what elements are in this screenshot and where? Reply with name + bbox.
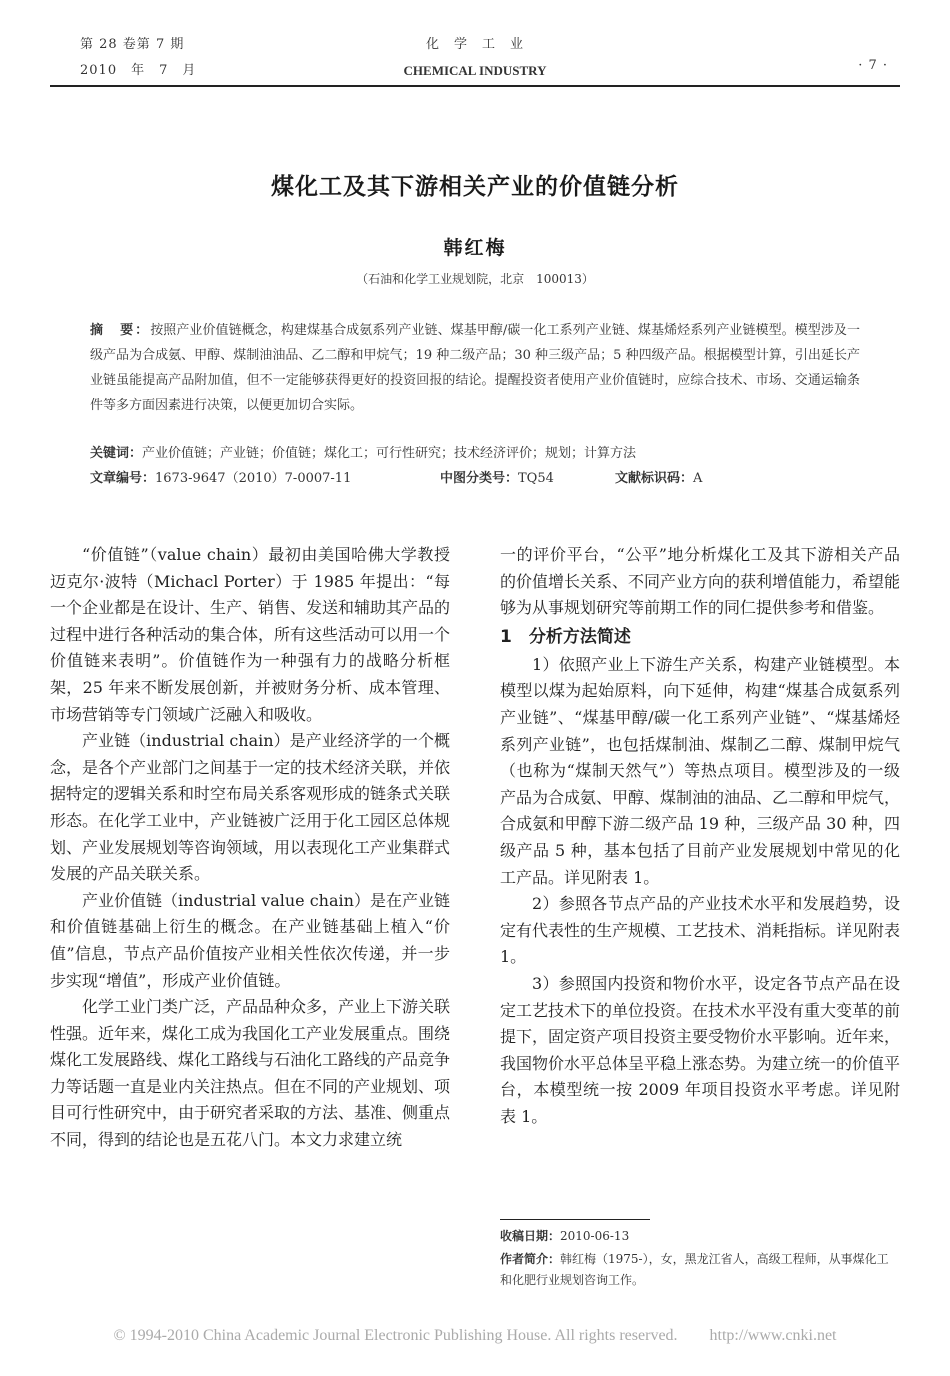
article-number: [90, 468, 351, 490]
received-date: [500, 1226, 900, 1247]
abstract: [90, 318, 860, 418]
document-code: [615, 468, 702, 490]
abstract-text: 按照产业价值链概念，构建煤基合成氨系列产业链、煤基甲醇/碳一化工系列产业链、煤基烯烃系列产业链模型。模型涉及一级产品为合成氨、甲醇、煤制油油品、乙二醇和甲烷气；19 种二级产品；30 种三级产品；5 种四级产品。根据模型计算，引出延长产业链虽能提高产品附加值，但不一定能够获得更好的投资回报的结论。提醒投资者使用产业价值链时，应综合技术、市场、交通运输条件等多方面因素进行决策，以便更加切合实际。: [90, 323, 860, 413]
received-value: 2010-06-13: [560, 1229, 630, 1243]
running-header-center: [0, 32, 950, 84]
issue-date: 2010 年 7 月: [80, 63, 197, 78]
document-code-label: 文献标识码：: [615, 471, 694, 486]
footnote-rule: [500, 1219, 650, 1220]
copyright-footer: © 1994-2010 China Academic Journal Electronic Publishing House. All rights reserved. http://www.cnki.net: [113, 1327, 837, 1344]
bio-text: 韩红梅（1975-），女，黑龙江省人，高级工程师，从事煤化工和化肥行业规划咨询工作。: [500, 1252, 889, 1287]
author-affiliation: （石油和化学工业规划院，北京 100013）: [356, 272, 594, 286]
volume-issue: 第 28 卷第 7 期: [80, 37, 185, 52]
clc-label: 中图分类号：: [440, 471, 519, 486]
keywords: [90, 443, 860, 465]
clc-value: TQ54: [518, 471, 554, 486]
body-left-column: [50, 542, 450, 1154]
keywords-label: 关键词：: [90, 446, 143, 461]
document-code-value: A: [693, 471, 703, 486]
journal-name-cn: 化 学 工 业: [425, 37, 524, 52]
paragraph-continuation: 一的评价平台，“公平”地分析煤化工及其下游相关产品的价值增长关系、不同产业方向的获利增值能力，希望能够为从事规划研究等前期工作的同仁提供参考和借鉴。: [500, 545, 901, 618]
clc-number: [440, 468, 554, 490]
abstract-label: 摘 要：: [90, 323, 151, 338]
header-rule: [50, 85, 900, 87]
paragraph: 2）参照各节点产品的产业技术水平和发展趋势，设定有代表性的生产规模、工艺技术、消耗指标。详见附表 1。: [500, 894, 901, 967]
article-title: 煤化工及其下游相关产业的价值链分析: [271, 174, 679, 200]
paragraph: 产业价值链（industrial value chain）是在产业链和价值链基础上衍生的概念。在产业链基础上植入“价值”信息，节点产品价值按产业相关性依次传递，并一步步实现“增值”，形成产业价值链。: [50, 890, 450, 990]
page-number: · 7 ·: [858, 58, 888, 73]
paragraph: 3）参照国内投资和物价水平，设定各节点产品在设定工艺技术下的单位投资。在技术水平没有重大变革的前提下，固定资产项目投资主要受物价水平影响。近年来，我国物价水平总体呈平稳上涨态势。为建立统一的价值平台，本模型统一按 2009 年项目投资水平考虑。详见附表 1。: [500, 973, 901, 1126]
paragraph: 产业链（industrial chain）是产业经济学的一个概念，是各个产业部门之间基于一定的技术经济关联，并依据特定的逻辑关系和时空布局关系客观形成的链条式关联形态。在化学工业中，产业链被广泛用于化工园区总体规划、产业发展规划等咨询领域，用以表现化工产业集群式发展的产品关联关系。: [50, 731, 451, 884]
keywords-text: 产业价值链；产业链；价值链；煤化工；可行性研究；技术经济评价；规划；计算方法: [142, 446, 637, 461]
body-right-column: [500, 542, 900, 1130]
author-name: 韩红梅: [443, 237, 507, 259]
author-bio: [500, 1249, 900, 1291]
section-heading: 1 分析方法简述: [500, 626, 631, 647]
paragraph: “价值链”（value chain）最初由美国哈佛大学教授迈克尔·波特（Michacl Porter）于 1985 年提出：“每一个企业都是在设计、生产、销售、发送和辅助其产品的过程中进行各种活动的集合体，所有这些活动可以用一个价值链来表明”。价值链作为一种强有力的战略分析框架，25 年来不断发展创新，并被财务分析、成本管理、市场营销等专门领域广泛融入和吸收。: [50, 545, 451, 724]
paragraph: 化学工业门类广泛，产品品种众多，产业上下游关联性强。近年来，煤化工成为我国化工产业发展重点。围绕煤化工发展路线、煤化工路线与石油化工路线的产品竞争力等话题一直是业内关注热点。但在不同的产业规划、项目可行性研究中，由于研究者采取的方法、基准、侧重点不同，得到的结论也是五花八门。本文力求建立统: [50, 997, 451, 1150]
article-number-value: 1673-9647（2010）7-0007-11: [155, 471, 352, 486]
bio-label: 作者简介：: [500, 1252, 561, 1266]
journal-name-en: CHEMICAL INDUSTRY: [403, 63, 547, 78]
paragraph: 1）依照产业上下游生产关系，构建产业链模型。本模型以煤为起始原料，向下延伸，构建“煤基合成氨系列产业链”、“煤基甲醇/碳一化工系列产业链”、“煤基烯烃系列产业链”，也包括煤制油、煤制乙二醇、煤制甲烷气（也称为“煤制天然气”）等热点项目。模型涉及的一级产品为合成氨、甲醇、煤制油的油品、乙二醇和甲烷气，合成氨和甲醇下游二级产品 19 种，三级产品 30 种，四级产品 5 种，基本包括了目前产业发展规划中常见的化工产品。详见附表 1。: [500, 654, 901, 887]
article-number-label: 文章编号：: [90, 471, 156, 486]
received-label: 收稿日期：: [500, 1229, 561, 1243]
